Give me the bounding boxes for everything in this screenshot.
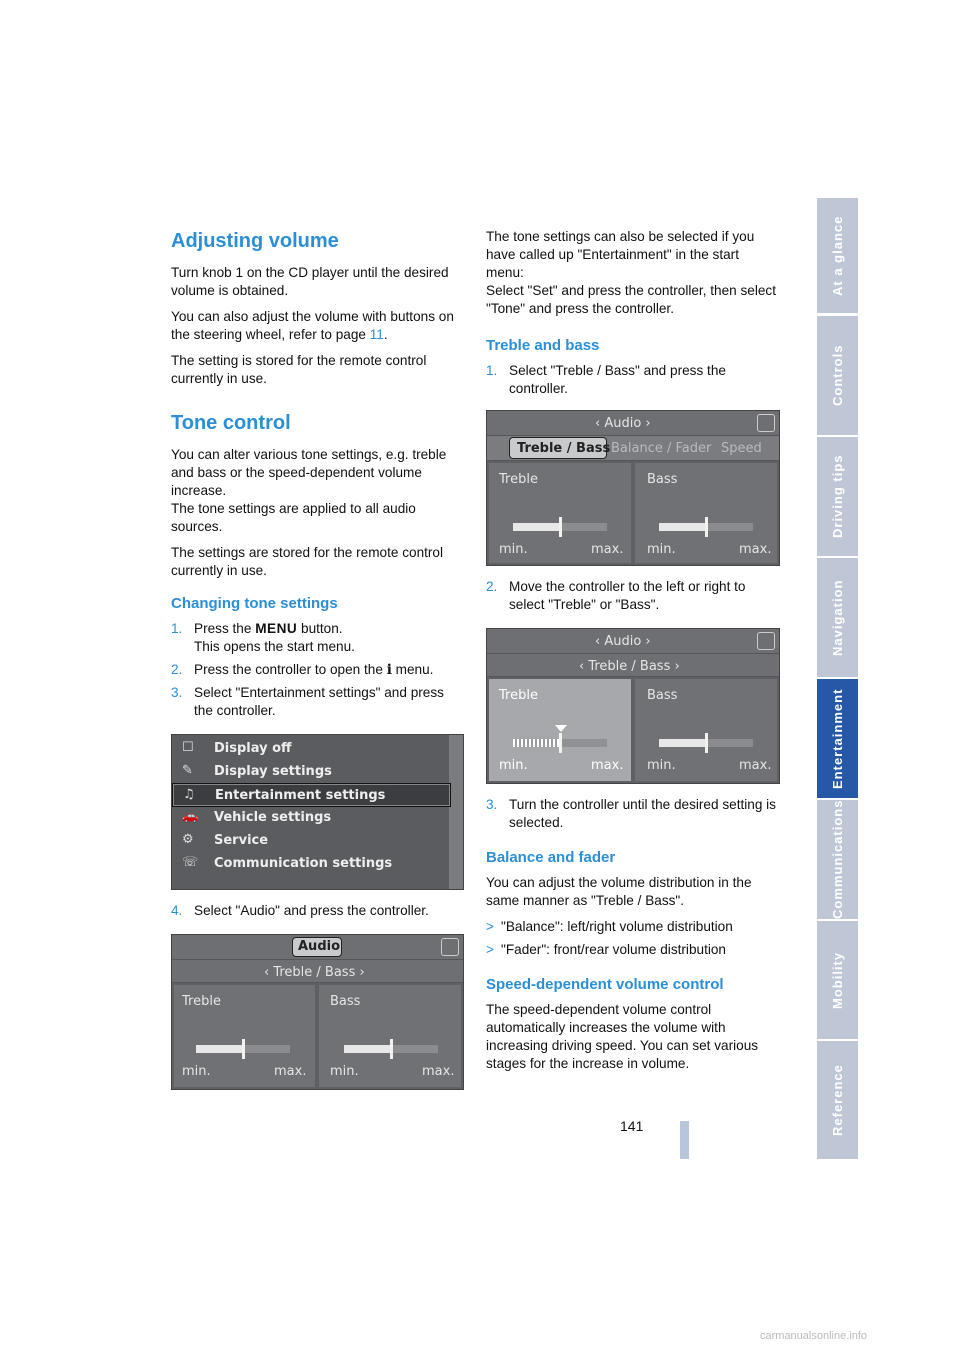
page-link[interactable]: 11 [369, 327, 384, 342]
footer-watermark: carmanualsonline.info [760, 1330, 868, 1342]
menu-item[interactable] [172, 806, 449, 828]
menu-item[interactable] [172, 783, 451, 807]
menu-item-icon: ⚙ [182, 832, 194, 847]
paragraph: Turn knob 1 on the CD player until the desired volume is obtained. [171, 265, 449, 298]
step-3: 3. Turn the controller until the desired setting is selected. [486, 797, 776, 830]
tab-speed: Speed [721, 441, 762, 456]
audio-screenshot-3: ‹ Audio › ‹ Treble / Bass › Treble Bass min. max. min. max. [486, 628, 780, 784]
side-tab-mobility[interactable]: Mobility [817, 921, 858, 1039]
bullet-balance: > "Balance": left/right volume distribution [486, 919, 733, 934]
menu-item-icon: ♫ [183, 787, 195, 802]
menu-item-label: Display off [214, 741, 292, 756]
step-2: 2. Move the controller to the left or right to select "Treble" or "Bass". [486, 579, 746, 612]
treble-bass-sub: ‹ Treble / Bass › [264, 965, 365, 980]
menu-item-label: Vehicle settings [214, 810, 332, 825]
menu-item-label: Service [214, 833, 269, 848]
step-2: 2. Press the controller to open the i menu. [171, 662, 434, 678]
side-tab-entertainment[interactable]: Entertainment [817, 679, 858, 798]
audio-screenshot-1: Audio ‹ Treble / Bass › Treble Bass min. max. min. max. [171, 934, 464, 1090]
right-column [486, 228, 778, 1081]
tab-balance-fader: Balance / Fader [611, 441, 712, 456]
menu-item-label: Communication settings [214, 856, 393, 871]
side-tab-controls[interactable]: Controls [817, 316, 858, 435]
heading-adjusting-volume: Adjusting volume [171, 230, 339, 252]
side-tab-navigation[interactable]: Navigation [817, 558, 858, 677]
menu-item[interactable] [172, 760, 449, 782]
paragraph: The settings are stored for the remote control currently in use. [171, 545, 444, 578]
paragraph: The speed-dependent volume control automatically increases the volume with increasing driving speed. You can set various stages for the increase in volume. [486, 1002, 759, 1071]
step-4: 4. Select "Audio" and press the controller. [171, 903, 429, 918]
paragraph: You can alter various tone settings, e.g. treble and bass or the speed-dependent volume increase. [171, 447, 447, 498]
bullet-fader: > "Fader": front/rear volume distribution [486, 942, 726, 957]
side-tab-driving-tips[interactable]: Driving tips [817, 437, 858, 556]
side-tab-communications[interactable]: Communications [817, 800, 858, 919]
menu-item[interactable] [172, 852, 449, 874]
paragraph: You can also adjust the volume with buttons on the steering wheel, refer to page 11. [171, 309, 454, 342]
heading-tone-control: Tone control [171, 412, 291, 434]
heading-speed-volume: Speed-dependent volume control [486, 976, 724, 993]
tab-treble-bass: Treble / Bass [517, 441, 611, 456]
menu-item-icon: 🚗 [182, 809, 199, 824]
paragraph: The tone settings are applied to all audio sources. [171, 501, 416, 534]
side-tab-at-a-glance[interactable]: At a glance [817, 198, 858, 313]
heading-treble-bass: Treble and bass [486, 337, 600, 354]
treble-label: Treble [182, 994, 221, 1009]
menu-item-icon: ✎ [182, 763, 193, 778]
step-1: 1. Select "Treble / Bass" and press the controller. [486, 363, 726, 396]
paragraph: You can adjust the volume distribution in the same manner as "Treble / Bass". [486, 875, 752, 908]
paragraph: The setting is stored for the remote control currently in use. [171, 353, 427, 386]
menu-button-label: MENU [255, 621, 298, 636]
menu-item-label: Entertainment settings [215, 788, 386, 803]
bass-label: Bass [330, 994, 361, 1009]
audio-screenshot-2: ‹ Audio › Treble / Bass Balance / Fader Speed Treble Bass min. max. min. max. [486, 410, 780, 566]
menu-screenshot [171, 734, 464, 890]
menu-item-icon: ☏ [182, 855, 199, 870]
side-tab-reference[interactable]: Reference [817, 1041, 858, 1159]
audio-title: ‹ Audio › [595, 416, 651, 431]
heading-balance-fader: Balance and fader [486, 849, 616, 866]
step-3: 3. Select "Entertainment settings" and press the controller. [171, 685, 444, 718]
paragraph: The tone settings can also be selected if you have called up "Entertainment" in the start menu: [486, 229, 755, 280]
menu-item[interactable] [172, 829, 449, 851]
page-number: 141 [620, 1118, 644, 1134]
menu-item-icon: ☐ [182, 740, 194, 755]
step-1: 1. Press the MENU button. This opens the start menu. [171, 621, 355, 654]
info-icon: i [386, 662, 392, 678]
menu-item[interactable] [172, 737, 449, 759]
paragraph: Select "Set" and press the controller, then select "Tone" and press the controller. [486, 283, 776, 316]
heading-changing-tone: Changing tone settings [171, 595, 338, 612]
audio-tab-label: Audio [298, 939, 341, 954]
left-column [171, 228, 463, 1090]
menu-item-label: Display settings [214, 764, 332, 779]
page-marker [680, 1121, 689, 1159]
